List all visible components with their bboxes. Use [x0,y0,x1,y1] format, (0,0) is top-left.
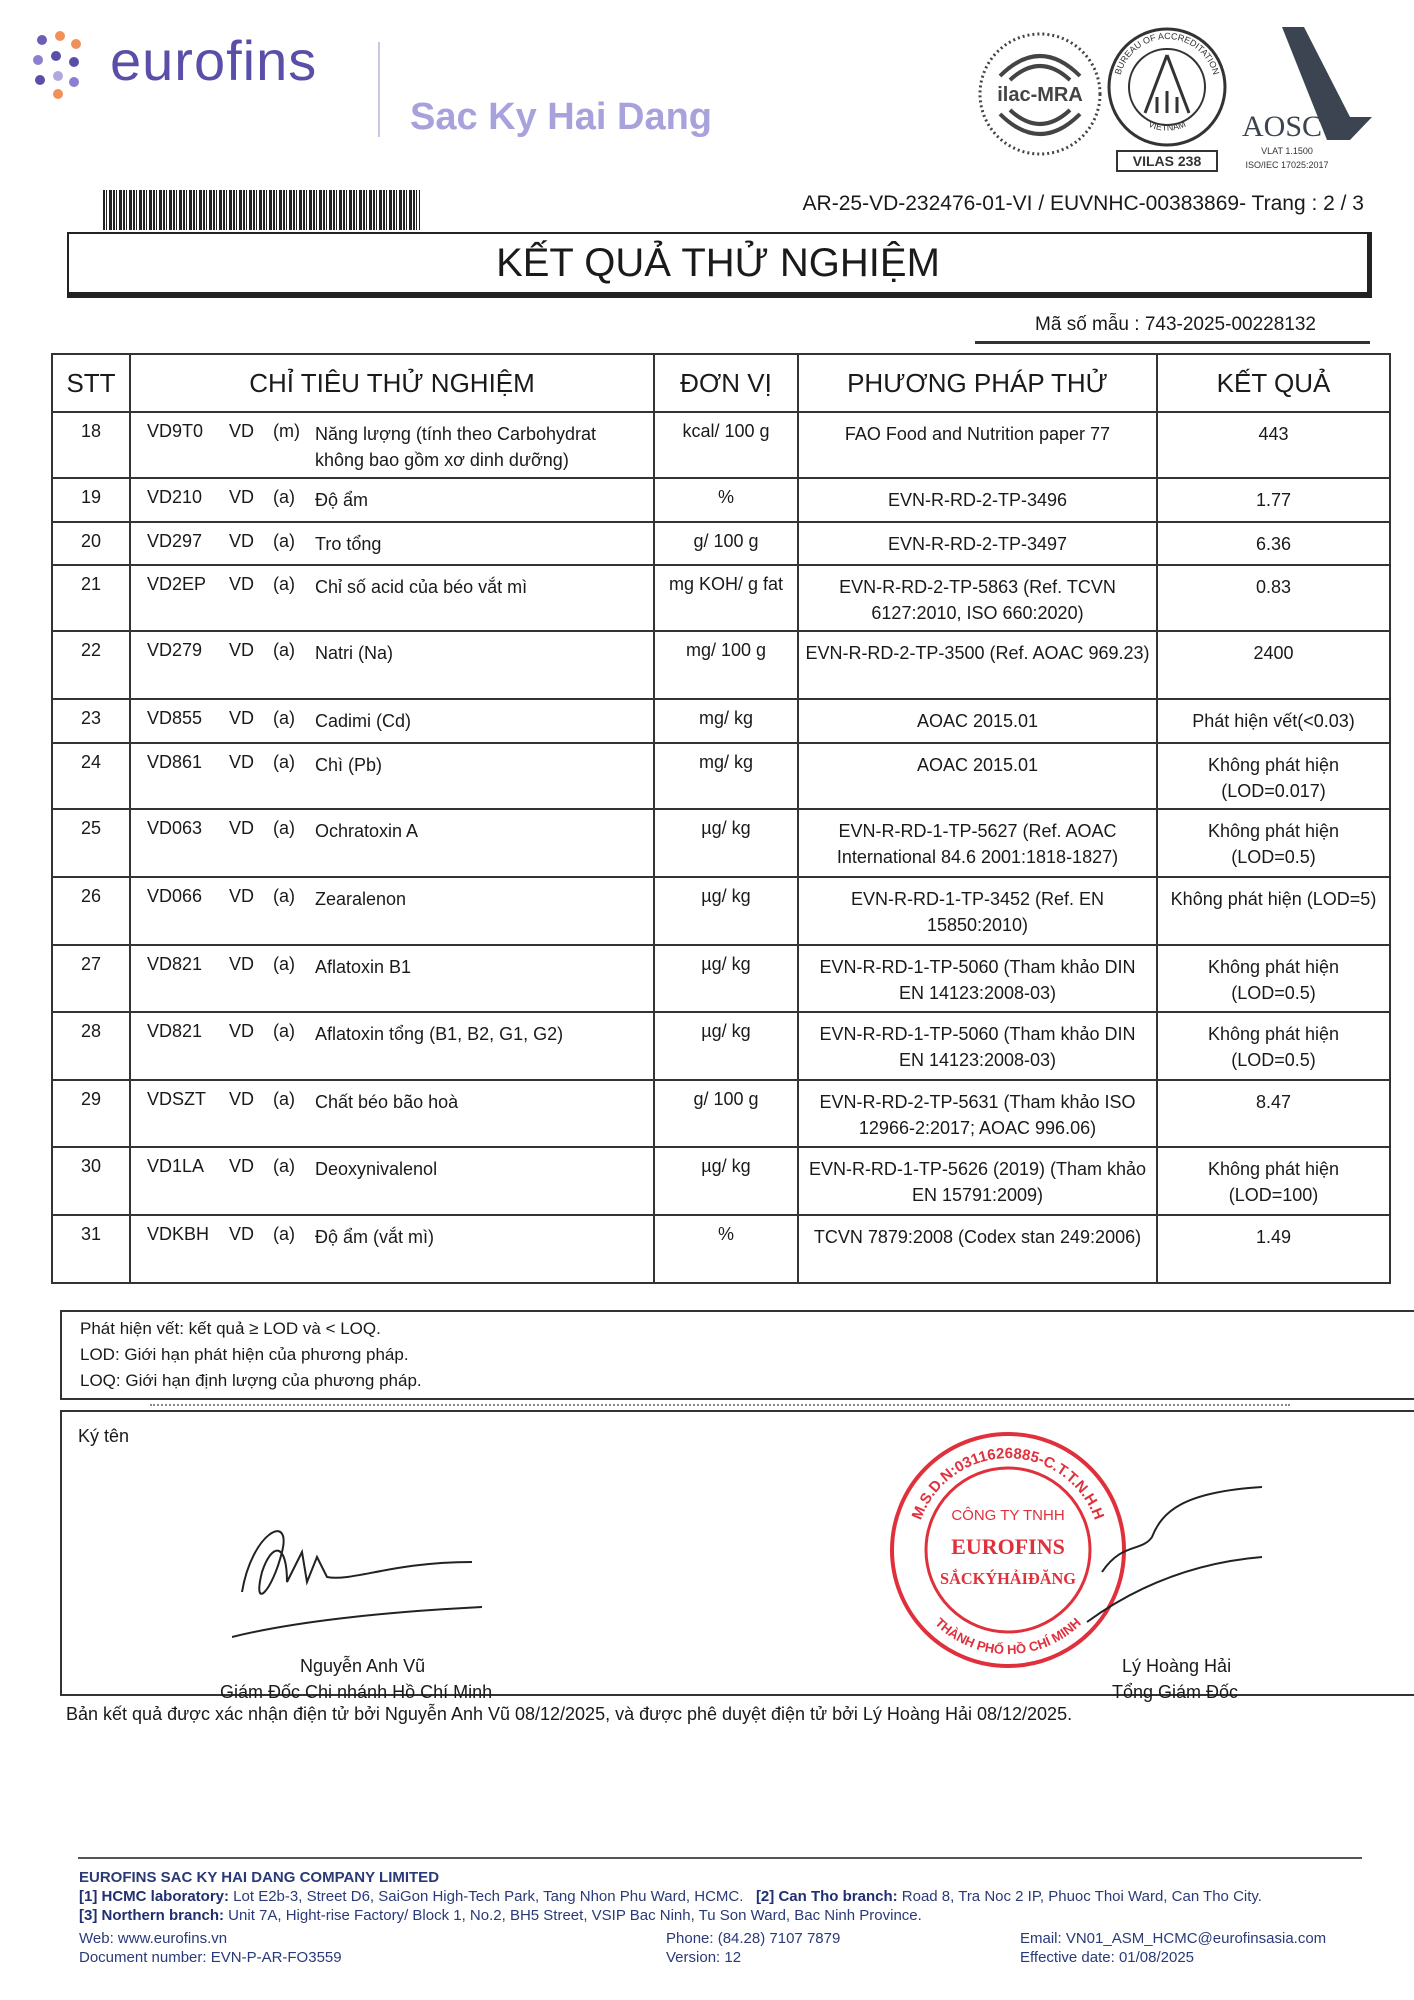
cell-mark: (a) [273,531,295,551]
cell-mark: (a) [273,818,295,838]
cell-code: VD1LA [147,1156,205,1176]
vietnam-text: VIETNAM [1146,118,1188,133]
cell-result: 1.77 [1157,478,1390,522]
signature-label: Ký tên [78,1426,130,1446]
stamp-line2: EUROFINS [951,1534,1065,1559]
cell-lab: VD [229,752,255,772]
cell-unit: µg/ kg [654,945,798,1012]
cell-test-parameter [130,877,654,945]
sample-code: Mã số mẫu : 743-2025-00228132 [1035,314,1316,335]
cantho-label: [2] Can Tho branch: [755,1888,898,1905]
eurofins-logo-icon [30,30,102,100]
footer-document-number: Document number: EVN-P-AR-FO3559 [79,1949,342,1966]
footer-company: EUROFINS SAC KY HAI DANG COMPANY LIMITED [79,1869,440,1886]
cell-lab: VD [229,1089,255,1109]
hcmc-label: [1] HCMC laboratory: [79,1888,230,1905]
cell-stt: 18 [52,412,130,478]
col-unit: ĐƠN VỊ [654,354,798,412]
cell-method: EVN-R-RD-1-TP-5060 (Tham khảo DIN EN 14123:2008-03) [798,945,1157,1012]
note-loq: LOQ: Giới hạn định lượng của phương pháp. [80,1371,422,1390]
cell-method: EVN-R-RD-2-TP-3496 [798,478,1157,522]
stamp-bottom-text: THÀNH PHỐ HỒ CHÍ MINH [932,1614,1084,1658]
subbrand-name: Sac Ky Hai Dang [410,96,712,138]
cell-test-parameter [130,1080,654,1147]
cell-code: VD063 [147,818,203,838]
cell-result: 2400 [1157,631,1390,699]
cell-method: EVN-R-RD-1-TP-5627 (Ref. AOAC International 84.6 2001:1818-1827) [798,809,1157,877]
cell-test-parameter [130,699,654,743]
cell-mark: (a) [273,640,295,660]
cell-method: FAO Food and Nutrition paper 77 [798,412,1157,478]
electronic-approval-note: Bản kết quả được xác nhận điện tử bởi Nguyễn Anh Vũ 08/12/2025, và được phê duyệt điện tử bởi Lý Hoàng Hải 08/12/2025. [66,1704,1073,1724]
cell-unit: mg KOH/ g fat [654,565,798,631]
cell-test-parameter [130,565,654,631]
table-row [52,1012,1390,1080]
cell-mark: (a) [273,1156,295,1176]
aosc-text: AOSC [1241,110,1323,143]
cell-name: Độ ẩm [315,490,369,510]
cell-method: EVN-R-RD-1-TP-3452 (Ref. EN 15850:2010) [798,877,1157,945]
northern-address: Unit 7A, Hight-rise Factory/ Block 1, No.2, BH5 Street, VSIP Bac Ninh, Tu Son Ward, Bac Ninh Province. [224,1907,922,1924]
cell-unit: mg/ kg [654,699,798,743]
cell-name: Natri (Na) [315,643,394,663]
cell-unit: kcal/ 100 g [654,412,798,478]
cell-test-parameter [130,412,654,478]
table-row [52,1080,1390,1147]
cell-unit: µg/ kg [654,1147,798,1215]
cell-stt: 23 [52,699,130,743]
cell-test-parameter [130,1215,654,1283]
cell-lab: VD [229,531,255,551]
cell-name: Cadimi (Cd) [315,711,412,731]
cell-code: VDKBH [147,1224,210,1244]
left-signer-title: Giám Đốc Chi nhánh Hồ Chí Minh [220,1682,493,1702]
footer [79,1868,1399,1967]
cell-lab: VD [229,818,255,838]
right-signer-name: Lý Hoàng Hải [1122,1656,1232,1676]
cell-mark: (a) [273,752,295,772]
cell-lab: VD [229,886,255,906]
table-row [52,945,1390,1012]
cell-code: VD066 [147,886,203,906]
northern-label: [3] Northern branch: [79,1907,225,1924]
cell-result: 1.49 [1157,1215,1390,1283]
cell-mark: (a) [273,1224,295,1244]
footer-effective-date: Effective date: 01/08/2025 [1020,1949,1195,1966]
footer-email[interactable]: Email: VN01_ASM_HCMC@eurofinsasia.com [1020,1930,1327,1947]
results-table [51,353,1391,1284]
cell-name: Aflatoxin tổng (B1, B2, G1, G2) [315,1024,564,1044]
cell-test-parameter [130,631,654,699]
cell-stt: 28 [52,1012,130,1080]
cell-result: Không phát hiện (LOD=100) [1157,1147,1390,1215]
signature-box [60,1410,1414,1702]
left-signer-name: Nguyễn Anh Vũ [300,1656,426,1676]
cell-name: Chì (Pb) [315,755,383,775]
right-signer-title: Tổng Giám Đốc [1112,1682,1239,1702]
table-row [52,877,1390,945]
svg-text:THÀNH PHỐ HỒ CHÍ MINH [932,1615,1083,1657]
footer-web[interactable]: Web: www.eurofins.vn [79,1930,228,1947]
cell-name: Zearalenon [315,889,407,909]
cell-result: 443 [1157,412,1390,478]
col-result: KẾT QUẢ [1157,354,1390,412]
cell-unit: % [654,478,798,522]
cell-lab: VD [229,1156,255,1176]
footer-col-left [79,1929,666,1967]
cell-result: 0.83 [1157,565,1390,631]
cell-test-parameter [130,478,654,522]
cell-mark: (a) [273,708,295,728]
cell-stt: 20 [52,522,130,565]
cell-unit: µg/ kg [654,809,798,877]
cell-unit: g/ 100 g [654,522,798,565]
table-row [52,478,1390,522]
table-row [52,565,1390,631]
cantho-address: Road 8, Tra Noc 2 IP, Phuoc Thoi Ward, Can Tho City. [897,1888,1262,1905]
col-method: PHƯƠNG PHÁP THỬ [798,354,1157,412]
cell-test-parameter [130,1147,654,1215]
cell-mark: (a) [273,954,295,974]
cell-result: Không phát hiện (LOD=0.5) [1157,945,1390,1012]
cell-result: 8.47 [1157,1080,1390,1147]
cell-code: VD855 [147,708,203,728]
cell-method: EVN-R-RD-2-TP-5631 (Tham khảo ISO 12966-2:2017; AOAC 996.06) [798,1080,1157,1147]
cell-unit: µg/ kg [654,1012,798,1080]
cell-method: EVN-R-RD-2-TP-3497 [798,522,1157,565]
cell-result: Không phát hiện (LOD=0.5) [1157,809,1390,877]
cell-method: AOAC 2015.01 [798,743,1157,809]
footer-contact-row [79,1929,1399,1967]
cell-lab: VD [229,1224,255,1244]
cell-unit: mg/ kg [654,743,798,809]
cell-lab: VD [229,954,255,974]
iso-text: ISO/IEC 17025:2017 [1245,160,1329,170]
cell-method: AOAC 2015.01 [798,699,1157,743]
cell-stt: 31 [52,1215,130,1283]
cell-result: Không phát hiện (LOD=0.5) [1157,1012,1390,1080]
barcode [103,190,420,230]
cell-test-parameter [130,743,654,809]
cell-name: Ochratoxin A [315,821,419,841]
footer-branches-1-2 [79,1887,1399,1906]
vilas-number: VILAS 238 [1132,153,1202,169]
cell-lab: VD [229,708,255,728]
cell-lab: VD [229,640,255,660]
cell-code: VD2EP [147,574,207,594]
page-title-text: KẾT QUẢ THỬ NGHIỆM [496,240,940,285]
cell-unit: % [654,1215,798,1283]
cell-result: Không phát hiện (LOD=5) [1157,877,1390,945]
cell-method: EVN-R-RD-2-TP-3500 (Ref. AOAC 969.23) [798,631,1157,699]
cell-code: VD9T0 [147,421,204,441]
col-stt: STT [52,354,130,412]
dotted-separator [150,1404,1290,1406]
vlat-text: VLAT 1.1500 [1261,146,1313,156]
footer-phone: Phone: (84.28) 7107 7879 [666,1930,841,1947]
cell-stt: 30 [52,1147,130,1215]
header-divider [378,42,380,137]
cell-test-parameter [130,809,654,877]
table-row [52,522,1390,565]
cell-name: Năng lượng (tính theo Carbohydrat không bao gồm xơ dinh dưỡng) [315,424,597,470]
cell-lab: VD [229,1021,255,1041]
table-row [52,743,1390,809]
cell-mark: (a) [273,1089,295,1109]
cell-unit: mg/ 100 g [654,631,798,699]
table-row [52,1147,1390,1215]
cell-method: EVN-R-RD-1-TP-5060 (Tham khảo DIN EN 14123:2008-03) [798,1012,1157,1080]
cell-result: Phát hiện vết(<0.03) [1157,699,1390,743]
stamp-outer-text: M.S.D.N:0311626885-C.T.T.N.H.H [908,1445,1108,1523]
cell-name: Tro tổng [315,534,382,554]
cell-stt: 24 [52,743,130,809]
svg-text:VIETNAM [1147,119,1187,133]
table-row [52,699,1390,743]
footer-col-right [1020,1929,1326,1967]
hcmc-address: Lot E2b-3, Street D6, SaiGon High-Tech Park, Tang Nhon Phu Ward, HCMC. [229,1888,744,1905]
cell-lab: VD [229,421,255,441]
svg-text:BUREAU OF ACCREDITATION [1113,31,1222,76]
sample-code-underline [975,341,1370,344]
cell-stt: 25 [52,809,130,877]
ilac-text: ilac-MRA [997,84,1083,106]
cell-mark: (m) [273,421,300,441]
table-row [52,1215,1390,1283]
signature-right-icon [1082,1482,1282,1632]
col-test-parameter: CHỈ TIÊU THỬ NGHIỆM [130,354,654,412]
cell-unit: g/ 100 g [654,1080,798,1147]
footer-version: Version: 12 [666,1949,742,1966]
cell-name: Chỉ số acid của béo vắt mì [315,577,528,597]
cell-method: EVN-R-RD-2-TP-5863 (Ref. TCVN 6127:2010, ISO 660:2020) [798,565,1157,631]
cell-name: Độ ẩm (vắt mì) [315,1227,435,1247]
cell-stt: 29 [52,1080,130,1147]
cell-code: VD297 [147,531,203,551]
note-trace: Phát hiện vết: kết quả ≥ LOD và < LOQ. [80,1319,381,1338]
cell-stt: 19 [52,478,130,522]
footer-divider [78,1857,1362,1859]
cell-result: 6.36 [1157,522,1390,565]
cell-test-parameter [130,522,654,565]
brand-name: eurofins [110,29,318,92]
bureau-text: BUREAU OF ACCREDITATION [1112,30,1222,76]
table-row [52,809,1390,877]
table-row [52,412,1390,478]
cell-code: VD861 [147,752,203,772]
note-lod: LOD: Giới hạn phát hiện của phương pháp. [80,1345,409,1364]
cell-method: TCVN 7879:2008 (Codex stan 249:2006) [798,1215,1157,1283]
cell-mark: (a) [273,1021,295,1041]
notes-box [60,1310,1414,1400]
footer-branch-3 [79,1906,1399,1925]
cell-name: Chất béo bão hoà [315,1092,459,1112]
stamp-line3: SẮCKÝHẢIĐĂNG [940,1569,1076,1588]
cell-stt: 21 [52,565,130,631]
cell-code: VDSZT [147,1089,207,1109]
table-header-row [52,354,1390,412]
cell-lab: VD [229,487,255,507]
cell-result: Không phát hiện (LOD=0.017) [1157,743,1390,809]
cell-code: VD279 [147,640,203,660]
cell-mark: (a) [273,574,295,594]
cell-code: VD821 [147,1021,203,1041]
cell-method: EVN-R-RD-1-TP-5626 (2019) (Tham khảo EN 15791:2009) [798,1147,1157,1215]
signature-left-icon [232,1512,512,1642]
cell-lab: VD [229,574,255,594]
cell-stt: 22 [52,631,130,699]
cell-stt: 27 [52,945,130,1012]
cell-name: Aflatoxin B1 [315,957,412,977]
cell-stt: 26 [52,877,130,945]
report-reference: AR-25-VD-232476-01-VI / EUVNHC-00383869- Trang : 2 / 3 [802,192,1364,215]
ilac-mra-logo-icon [975,28,1105,163]
cell-mark: (a) [273,886,295,906]
vilas-logo-icon [1105,25,1230,173]
cell-test-parameter [130,945,654,1012]
table-row [52,631,1390,699]
cell-code: VD821 [147,954,203,974]
cell-name: Deoxynivalenol [315,1159,438,1179]
cell-test-parameter [130,1012,654,1080]
cell-unit: µg/ kg [654,877,798,945]
footer-col-middle [666,1929,1020,1967]
cell-mark: (a) [273,487,295,507]
stamp-line1: CÔNG TY TNHH [951,1507,1065,1524]
page-title [67,232,1372,298]
cell-code: VD210 [147,487,203,507]
aosc-logo-icon [1232,22,1380,172]
